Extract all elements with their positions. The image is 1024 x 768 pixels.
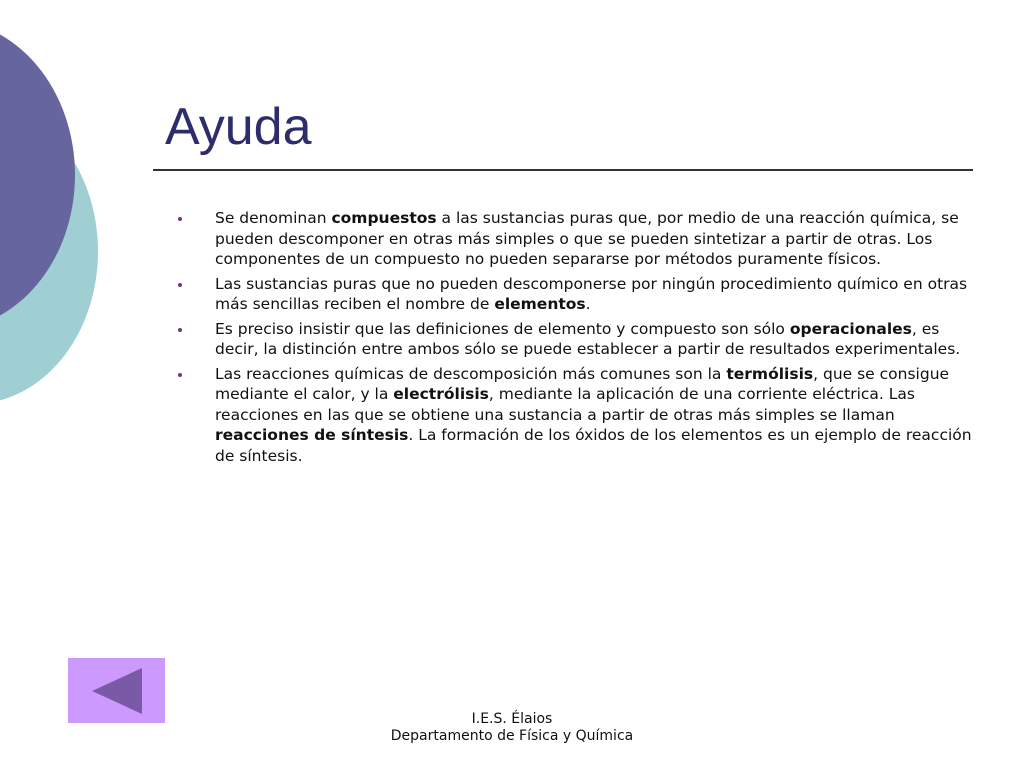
bullet-item (170, 319, 985, 360)
bullet-text: Las sustancias puras que no pueden descomponerse por ningún procedimiento químico en otras más sencillas reciben el nombre de (215, 274, 968, 313)
bullet-term: elementos (494, 295, 586, 313)
bullet-term: compuestos (331, 209, 437, 227)
bullet-item (170, 274, 985, 315)
bullet-dot-icon (178, 217, 182, 221)
bullet-dot-icon (178, 328, 182, 332)
bullet-term: termólisis (726, 364, 814, 383)
bullet-term: reacciones de síntesis (215, 426, 409, 444)
bullet-text: , es decir, la distinción entre ambos sólo se puede establecer a partir de resultados experimentales. (215, 319, 961, 358)
bullet-term: electrólisis (393, 385, 489, 403)
bullet-dot-icon (178, 283, 182, 287)
bullet-term: operacionales (789, 319, 912, 338)
bullet-dot-icon (178, 373, 182, 377)
footer-department: Departamento de Física y Química (390, 728, 634, 744)
bullet-text: a las sustancias puras que, por medio de una reacción química, se pueden descomponer en otras más simples o que se pueden sintetizar a partir de otras. Los componentes de un compuesto no pueden separarse por métodos puramente físicos. (215, 209, 959, 268)
footer (362, 711, 662, 745)
slide-title: Ayuda (165, 98, 312, 156)
title-divider (153, 169, 973, 171)
bullet-text: Es preciso insistir que las definiciones de elemento y compuesto son sólo (215, 319, 790, 338)
bullet-text: . (585, 295, 591, 313)
bullet-item (170, 364, 985, 467)
back-arrow-icon (68, 658, 165, 723)
bullet-list (170, 208, 985, 470)
footer-school: I.E.S. Élaios (471, 711, 553, 727)
bullet-text: . La formación de los óxidos de los elementos es un ejemplo de reacción de síntesis. (215, 426, 972, 465)
bullet-text: , mediante la aplicación de una corriente eléctrica. Las reacciones en las que se obtiene una sustancia a partir de otras más simples se llaman (215, 385, 915, 424)
bullet-item (170, 208, 985, 270)
bullet-text: Las reacciones químicas de descomposición más comunes son la (215, 364, 727, 383)
back-button[interactable] (68, 658, 165, 723)
bullet-text: Se denominan (215, 209, 332, 227)
bullet-text: , que se consigue mediante el calor, y la (215, 364, 950, 403)
